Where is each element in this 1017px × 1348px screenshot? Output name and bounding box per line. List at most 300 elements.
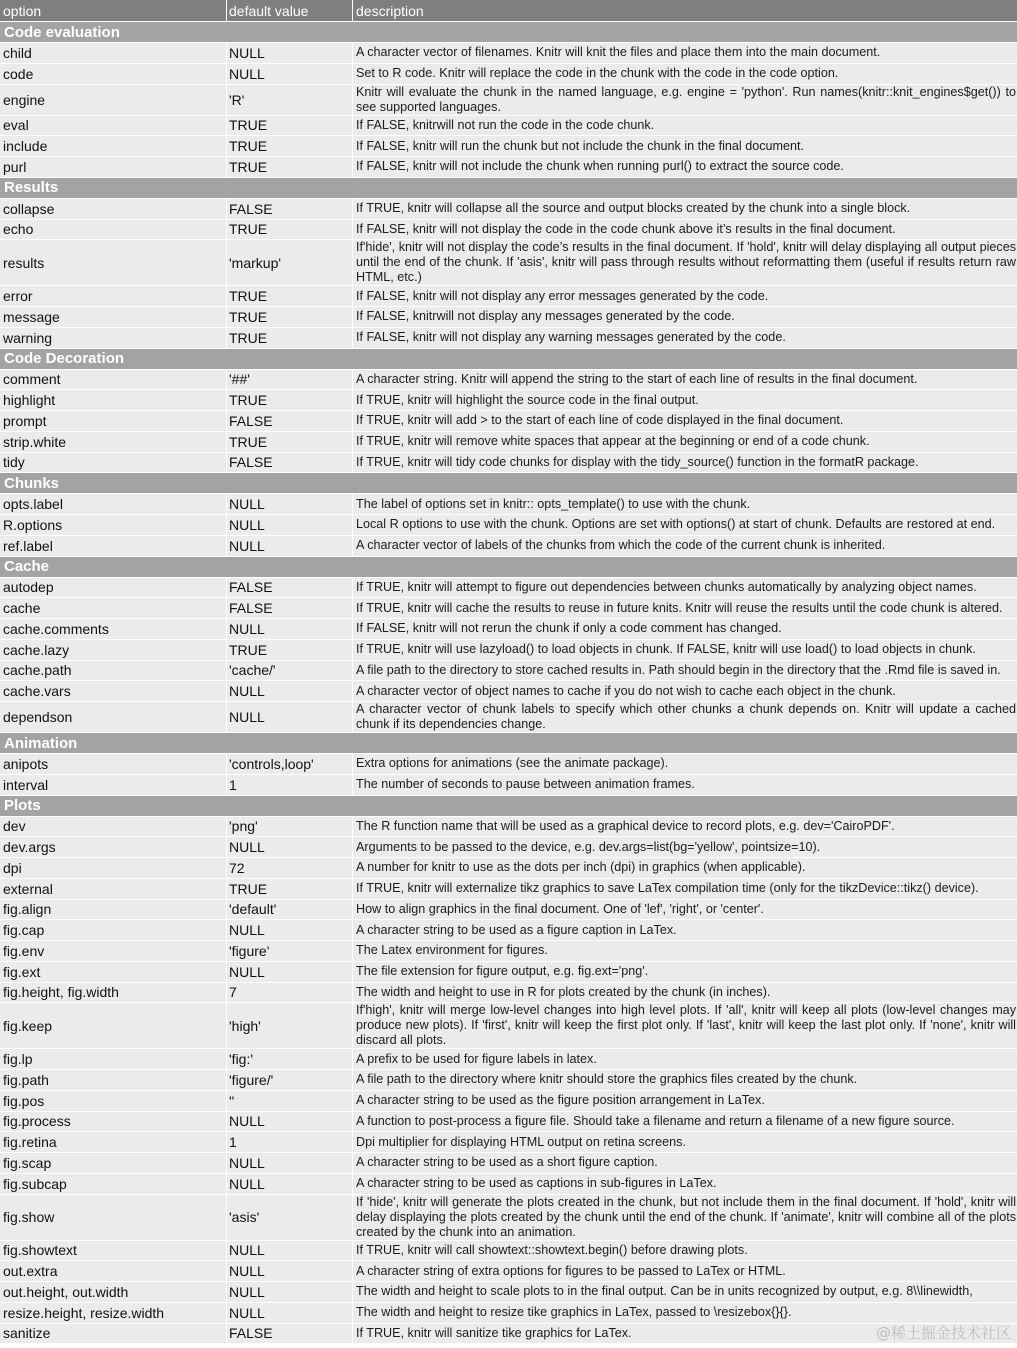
option-name-cell (0, 240, 227, 285)
description-cell (353, 286, 1017, 306)
description-cell (353, 453, 1017, 473)
description-cell-text: If TRUE, knitr will externalize tikz graphics to save LaTex compilation time (only for the tikzDevice::tikz() device). (356, 881, 979, 896)
default-value-cell (227, 900, 353, 920)
description-cell-text: Extra options for animations (see the animate package). (356, 756, 669, 771)
default-value-cell (227, 775, 353, 795)
default-value-cell (227, 1070, 353, 1090)
description-cell (353, 1132, 1017, 1152)
option-name-cell (0, 515, 227, 535)
description-cell-text: If FALSE, knitr will not display any error messages generated by the code. (356, 288, 769, 303)
option-row (0, 199, 1017, 220)
default-value-cell-text: NULL (229, 1263, 265, 1280)
default-value-cell-text: 'cache/' (229, 662, 276, 679)
default-value-cell (227, 286, 353, 306)
option-row (0, 900, 1017, 921)
option-name-cell-text: eval (3, 117, 29, 134)
default-value-cell (227, 858, 353, 878)
option-name-cell (0, 453, 227, 473)
option-name-cell-text: fig.cap (3, 922, 45, 939)
description-cell (353, 536, 1017, 556)
description-cell-text: A character string of extra options for figures to be passed to LaTex or HTML. (356, 1263, 786, 1278)
default-value-cell-text: FALSE (229, 412, 273, 429)
description-cell-text: How to align graphics in the final document. One of 'lef', 'right', or 'center'. (356, 901, 764, 916)
default-value-cell-text: TRUE (229, 880, 268, 897)
section-header: Plots (0, 796, 1017, 817)
option-name-cell-text: cache (3, 600, 41, 617)
option-name-cell (0, 1003, 227, 1048)
description-cell-text: If FALSE, knitr will run the chunk but not include the chunk in the final document. (356, 138, 805, 153)
option-row (0, 390, 1017, 411)
option-name-cell (0, 1070, 227, 1090)
description-cell-text: The width and height to resize tike graphics in LaTex, passed to \resizebox{}{}. (356, 1305, 792, 1320)
default-value-cell-text: 1 (229, 776, 237, 793)
description-cell-text: If TRUE, knitr will attempt to figure out dependencies between chunks automatically by analyzing object names. (356, 579, 977, 594)
option-name-cell (0, 370, 227, 390)
option-row (0, 1049, 1017, 1070)
column-header-description (353, 0, 1017, 21)
option-name-cell (0, 116, 227, 136)
default-value-cell (227, 1195, 353, 1240)
option-name-cell-text: fig.env (3, 942, 45, 959)
option-row (0, 1174, 1017, 1195)
option-name-cell-text: dpi (3, 859, 22, 876)
default-value-cell-text: NULL (229, 537, 265, 554)
default-value-cell (227, 1153, 353, 1173)
description-cell (353, 116, 1017, 136)
description-cell-text: If TRUE, knitr will tidy code chunks for display with the tidy_source() function in the formatR package. (356, 454, 919, 469)
option-name-cell-text: comment (3, 371, 61, 388)
description-cell-text: If FALSE, knitr will not rerun the chunk if only a code comment has changed. (356, 621, 782, 636)
option-row (0, 85, 1017, 116)
description-cell-text: Dpi multiplier for displaying HTML output on retina screens. (356, 1134, 686, 1149)
default-value-cell-text: 'R' (229, 91, 245, 108)
option-name-cell-text: sanitize (3, 1325, 51, 1342)
default-value-cell-text: TRUE (229, 308, 268, 325)
option-row (0, 220, 1017, 241)
option-name-cell (0, 1049, 227, 1069)
option-name-cell-text: warning (3, 329, 53, 346)
description-cell (353, 136, 1017, 156)
description-cell (353, 515, 1017, 535)
section-header: Cache (0, 557, 1017, 578)
default-value-cell-text: NULL (229, 1175, 265, 1192)
option-name-cell-text: include (3, 138, 48, 155)
default-value-cell-text: NULL (229, 44, 265, 61)
option-name-cell (0, 858, 227, 878)
default-value-cell (227, 411, 353, 431)
option-name-cell-text: collapse (3, 200, 55, 217)
description-cell (353, 494, 1017, 514)
description-cell-text: A character string to be used as a short figure caption. (356, 1155, 658, 1170)
watermark: @稀土掘金技术社区 (875, 1324, 1011, 1342)
column-header-description-label: description (356, 2, 424, 19)
description-cell (353, 775, 1017, 795)
option-row (0, 494, 1017, 515)
option-name-cell (0, 85, 227, 115)
default-value-cell-text: TRUE (229, 433, 268, 450)
description-cell (353, 681, 1017, 701)
default-value-cell (227, 962, 353, 982)
option-row (0, 1153, 1017, 1174)
default-value-cell (227, 370, 353, 390)
default-value-cell-text: FALSE (229, 600, 273, 617)
description-cell (353, 879, 1017, 899)
default-value-cell-text: FALSE (229, 454, 273, 471)
option-name-cell-text: fig.ext (3, 963, 41, 980)
default-value-cell-text: 'high' (229, 1017, 261, 1034)
description-cell-text: The number of seconds to pause between animation frames. (356, 777, 695, 792)
option-row (0, 1132, 1017, 1153)
option-name-cell-text: prompt (3, 412, 47, 429)
description-cell-text: A prefix to be used for figure labels in latex. (356, 1051, 597, 1066)
default-value-cell-text: TRUE (229, 138, 268, 155)
option-name-cell (0, 1261, 227, 1281)
option-name-cell-text: echo (3, 221, 34, 238)
column-header-option-label: option (3, 2, 42, 19)
option-name-cell (0, 879, 227, 899)
default-value-cell-text: 'png' (229, 818, 258, 835)
description-cell-text: The Latex environment for figures. (356, 943, 548, 958)
description-cell-text: The width and height to scale plots to in the final output. Can be in units recognized by output, e.g. 8\\linewidth, (356, 1284, 973, 1299)
default-value-cell (227, 1003, 353, 1048)
option-name-cell-text: ref.label (3, 537, 53, 554)
description-cell-text: A function to post-process a figure file. Should take a filename and return a filename of a new figure source. (356, 1113, 955, 1128)
option-name-cell-text: dev (3, 818, 26, 835)
description-cell (353, 920, 1017, 940)
option-name-cell-text: cache.path (3, 662, 72, 679)
default-value-cell (227, 432, 353, 452)
option-name-cell-text: message (3, 308, 60, 325)
description-cell-text: Arguments to be passed to the device, e.g. dev.args=list(bg='yellow', pointsize=10). (356, 839, 821, 854)
description-cell-text: A character string to be used as captions in sub-figures in LaTex. (356, 1176, 717, 1191)
default-value-cell (227, 85, 353, 115)
default-value-cell-text: NULL (229, 620, 265, 637)
default-value-cell-text: FALSE (229, 200, 273, 217)
option-name-cell (0, 286, 227, 306)
option-row (0, 775, 1017, 796)
option-row (0, 879, 1017, 900)
description-cell-text: Knitr will evaluate the chunk in the named language, e.g. engine = 'python'. Run names(knitr::knit_engines$get()) to see supported languages. (356, 84, 1016, 114)
description-cell-text: A character vector of filenames. Knitr will knit the files and place them into the main document. (356, 45, 881, 60)
option-name-cell (0, 64, 227, 84)
option-name-cell-text: error (3, 288, 33, 305)
option-row (0, 983, 1017, 1004)
default-value-cell (227, 1132, 353, 1152)
option-name-cell-text: fig.align (3, 901, 52, 918)
option-name-cell (0, 702, 227, 732)
option-name-cell (0, 754, 227, 774)
default-value-cell (227, 136, 353, 156)
description-cell-text: If 'hide', knitr will generate the plots created in the chunk, but not include them in the final document. If 'hold', knitr will delay displaying the plots created by the chunk until the end of the chunk. If 'animate', knitr will combine all of the plots created by the chunk into an animation. (356, 1194, 1016, 1239)
description-cell (353, 1303, 1017, 1323)
default-value-cell-text: 'default' (229, 901, 277, 918)
default-value-cell-text: 7 (229, 984, 237, 1001)
default-value-cell-text: NULL (229, 1113, 265, 1130)
default-value-cell-text: 'markup' (229, 254, 282, 271)
default-value-cell (227, 640, 353, 660)
default-value-cell-text: '' (229, 1092, 235, 1109)
description-cell (353, 983, 1017, 1003)
option-name-cell (0, 1282, 227, 1302)
default-value-cell (227, 1303, 353, 1323)
description-cell-text: The label of options set in knitr:: opts_template() to use with the chunk. (356, 496, 751, 511)
default-value-cell-text: NULL (229, 963, 265, 980)
description-cell (353, 85, 1017, 115)
description-cell-text: A file path to the directory to store cached results in. Path should begin in the directory that the .Rmd file is saved in. (356, 662, 1001, 677)
description-cell (353, 1049, 1017, 1069)
description-cell-text: A character string. Knitr will append the string to the start of each line of results in the final document. (356, 371, 918, 386)
option-row (0, 411, 1017, 432)
description-cell (353, 661, 1017, 681)
description-cell-text: If'high', knitr will merge low-level changes into high level plots. If 'all', knitr will keep all plots (low-level changes may produce new plots). If 'first', knitr will keep the first plot only. If 'last', knitr will keep the last plot only. If 'none', knitr will discard all plots. (356, 1003, 1016, 1048)
description-cell-text: A number for knitr to use as the dots per inch (dpi) in graphics (when applicable). (356, 860, 806, 875)
option-name-cell (0, 199, 227, 219)
default-value-cell (227, 494, 353, 514)
option-name-cell (0, 640, 227, 660)
default-value-cell (227, 681, 353, 701)
option-row (0, 1282, 1017, 1303)
default-value-cell (227, 941, 353, 961)
option-row (0, 681, 1017, 702)
option-row (0, 116, 1017, 137)
option-name-cell (0, 536, 227, 556)
description-cell (353, 900, 1017, 920)
option-name-cell-text: engine (3, 91, 46, 108)
option-name-cell (0, 1153, 227, 1173)
option-name-cell (0, 1324, 227, 1344)
option-row (0, 1195, 1017, 1241)
option-name-cell-text: fig.pos (3, 1092, 45, 1109)
option-name-cell (0, 136, 227, 156)
default-value-cell-text: TRUE (229, 641, 268, 658)
default-value-cell (227, 43, 353, 63)
description-cell-text: If TRUE, knitr will highlight the source code in the final output. (356, 392, 699, 407)
description-cell (353, 432, 1017, 452)
section-header: Code Decoration (0, 349, 1017, 370)
option-name-cell-text: anipots (3, 755, 49, 772)
option-row (0, 619, 1017, 640)
description-cell-text: Local R options to use with the chunk. Options are set with options() at start of chunk. Defaults are restored at end. (356, 517, 996, 532)
option-row (0, 920, 1017, 941)
option-name-cell-text: fig.keep (3, 1017, 53, 1034)
description-cell-text: A character string to be used as the figure position arrangement in LaTex. (356, 1093, 765, 1108)
table-body (0, 22, 1017, 1344)
default-value-cell (227, 578, 353, 598)
option-name-cell-text: tidy (3, 454, 25, 471)
description-cell (353, 240, 1017, 285)
option-name-cell (0, 43, 227, 63)
description-cell (353, 1324, 1017, 1344)
option-row (0, 598, 1017, 619)
option-name-cell-text: fig.showtext (3, 1242, 77, 1259)
option-name-cell (0, 1303, 227, 1323)
option-name-cell (0, 307, 227, 327)
option-name-cell (0, 598, 227, 618)
option-name-cell-text: out.extra (3, 1263, 58, 1280)
description-cell-text: If TRUE, knitr will call showtext::showtext.begin() before drawing plots. (356, 1242, 748, 1257)
option-row (0, 453, 1017, 474)
description-cell-text: If TRUE, knitr will sanitize tike graphics for LaTex. (356, 1325, 632, 1340)
description-cell-text: If TRUE, knitr will add > to the start of each line of code displayed in the final document. (356, 413, 844, 428)
option-row (0, 157, 1017, 178)
description-cell-text: If TRUE, knitr will collapse all the source and output blocks created by the chunk into a single block. (356, 201, 911, 216)
default-value-cell-text: NULL (229, 839, 265, 856)
default-value-cell-text: 'asis' (229, 1209, 260, 1225)
option-row (0, 837, 1017, 858)
option-name-cell-text: dependson (3, 709, 73, 725)
default-value-cell (227, 920, 353, 940)
description-cell (353, 817, 1017, 837)
option-name-cell-text: resize.height, resize.width (3, 1304, 165, 1321)
description-cell (353, 619, 1017, 639)
option-name-cell (0, 157, 227, 177)
description-cell-text: A character vector of chunk labels to specify which other chunks a chunk depends on. Knitr will update a cached chunk if its dependencies change. (356, 702, 1016, 731)
default-value-cell-text: NULL (229, 496, 265, 513)
default-value-cell (227, 837, 353, 857)
default-value-cell-text: TRUE (229, 329, 268, 346)
description-cell (353, 1261, 1017, 1281)
description-cell-text: The file extension for figure output, e.g. fig.ext='png'. (356, 964, 649, 979)
option-name-cell (0, 1195, 227, 1240)
option-row (0, 136, 1017, 157)
default-value-cell-text: NULL (229, 922, 265, 939)
option-row (0, 1070, 1017, 1091)
option-name-cell-text: fig.show (3, 1209, 55, 1225)
default-value-cell-text: NULL (229, 683, 265, 700)
description-cell (353, 1282, 1017, 1302)
description-cell (353, 43, 1017, 63)
option-row (0, 1241, 1017, 1262)
default-value-cell-text: NULL (229, 1304, 265, 1321)
option-name-cell (0, 837, 227, 857)
description-cell (353, 307, 1017, 327)
option-name-cell-text: child (3, 44, 32, 61)
option-row (0, 1112, 1017, 1133)
option-row (0, 702, 1017, 733)
option-name-cell-text: fig.process (3, 1113, 71, 1130)
default-value-cell (227, 199, 353, 219)
option-name-cell-text: cache.comments (3, 620, 109, 637)
option-name-cell (0, 494, 227, 514)
option-row (0, 962, 1017, 983)
option-name-cell-text: autodep (3, 579, 54, 596)
default-value-cell-text: FALSE (229, 1325, 273, 1342)
description-cell-text: The R function name that will be used as a graphical device to record plots, e.g. dev='CairoPDF'. (356, 818, 895, 833)
option-row (0, 1261, 1017, 1282)
option-name-cell-text: purl (3, 158, 27, 175)
default-value-cell (227, 1112, 353, 1132)
description-cell (353, 702, 1017, 732)
section-header: Animation (0, 733, 1017, 754)
description-cell-text: If TRUE, knitr will remove white spaces that appear at the beginning or end of a code chunk. (356, 434, 870, 449)
default-value-cell (227, 1174, 353, 1194)
option-row (0, 328, 1017, 349)
description-cell-text: If'hide', knitr will not display the code’s results in the final document. If 'hold', knitr will delay displaying all output pieces until the end of the chunk. If 'asis', knitr will pass through results without reformatting them (useful if results return raw HTML, etc.) (356, 240, 1016, 285)
default-value-cell-text: NULL (229, 709, 265, 725)
option-name-cell-text: code (3, 65, 34, 82)
section-header: Results (0, 178, 1017, 199)
option-name-cell (0, 962, 227, 982)
default-value-cell-text: 1 (229, 1134, 237, 1151)
description-cell (353, 1195, 1017, 1240)
option-row (0, 578, 1017, 599)
option-row (0, 858, 1017, 879)
default-value-cell-text: 'controls,loop' (229, 755, 314, 772)
option-row (0, 640, 1017, 661)
option-name-cell (0, 220, 227, 240)
description-cell-text: If FALSE, knitrwill not run the code in the code chunk. (356, 117, 655, 132)
section-header: Chunks (0, 473, 1017, 494)
option-name-cell (0, 941, 227, 961)
option-row (0, 43, 1017, 64)
default-value-cell-text: TRUE (229, 392, 268, 409)
default-value-cell (227, 390, 353, 410)
option-name-cell-text: R.options (3, 516, 63, 533)
option-row (0, 64, 1017, 85)
description-cell (353, 1091, 1017, 1111)
description-cell-text: If TRUE, knitr will use lazyload() to load objects in chunk. If FALSE, knitr will use load() to load objects in chunk. (356, 642, 976, 657)
option-name-cell-text: out.height, out.width (3, 1283, 129, 1300)
option-name-cell (0, 390, 227, 410)
option-name-cell (0, 920, 227, 940)
option-row (0, 1303, 1017, 1324)
option-name-cell (0, 578, 227, 598)
option-name-cell (0, 432, 227, 452)
default-value-cell-text: TRUE (229, 158, 268, 175)
option-row (0, 515, 1017, 536)
default-value-cell (227, 1091, 353, 1111)
default-value-cell (227, 1261, 353, 1281)
option-row (0, 536, 1017, 557)
default-value-cell (227, 1241, 353, 1261)
option-row (0, 432, 1017, 453)
description-cell-text: A character vector of labels of the chunks from which the code of the current chunk is inherited. (356, 538, 886, 553)
option-name-cell-text: external (3, 880, 53, 897)
option-row (0, 1091, 1017, 1112)
default-value-cell (227, 817, 353, 837)
option-name-cell-text: dev.args (3, 839, 56, 856)
option-name-cell (0, 1091, 227, 1111)
option-name-cell (0, 411, 227, 431)
section-header: Code evaluation (0, 22, 1017, 43)
description-cell (353, 411, 1017, 431)
default-value-cell-text: TRUE (229, 288, 268, 305)
option-row (0, 240, 1017, 286)
column-header-option (0, 0, 227, 21)
option-name-cell-text: cache.lazy (3, 641, 70, 658)
description-cell (353, 157, 1017, 177)
default-value-cell (227, 307, 353, 327)
option-name-cell (0, 1132, 227, 1152)
default-value-cell (227, 1049, 353, 1069)
default-value-cell-text: 'figure' (229, 942, 270, 959)
default-value-cell (227, 64, 353, 84)
option-name-cell-text: fig.height, fig.width (3, 984, 119, 1001)
default-value-cell (227, 157, 353, 177)
description-cell (353, 199, 1017, 219)
option-name-cell (0, 983, 227, 1003)
description-cell (353, 1112, 1017, 1132)
description-cell (353, 1241, 1017, 1261)
description-cell-text: If FALSE, knitrwill not display any messages generated by the code. (356, 309, 735, 324)
option-name-cell (0, 1112, 227, 1132)
description-cell (353, 962, 1017, 982)
default-value-cell (227, 619, 353, 639)
description-cell-text: If FALSE, knitr will not display any warning messages generated by the code. (356, 330, 786, 345)
option-name-cell-text: fig.retina (3, 1134, 57, 1151)
table-column-header-row (0, 0, 1017, 22)
description-cell (353, 390, 1017, 410)
